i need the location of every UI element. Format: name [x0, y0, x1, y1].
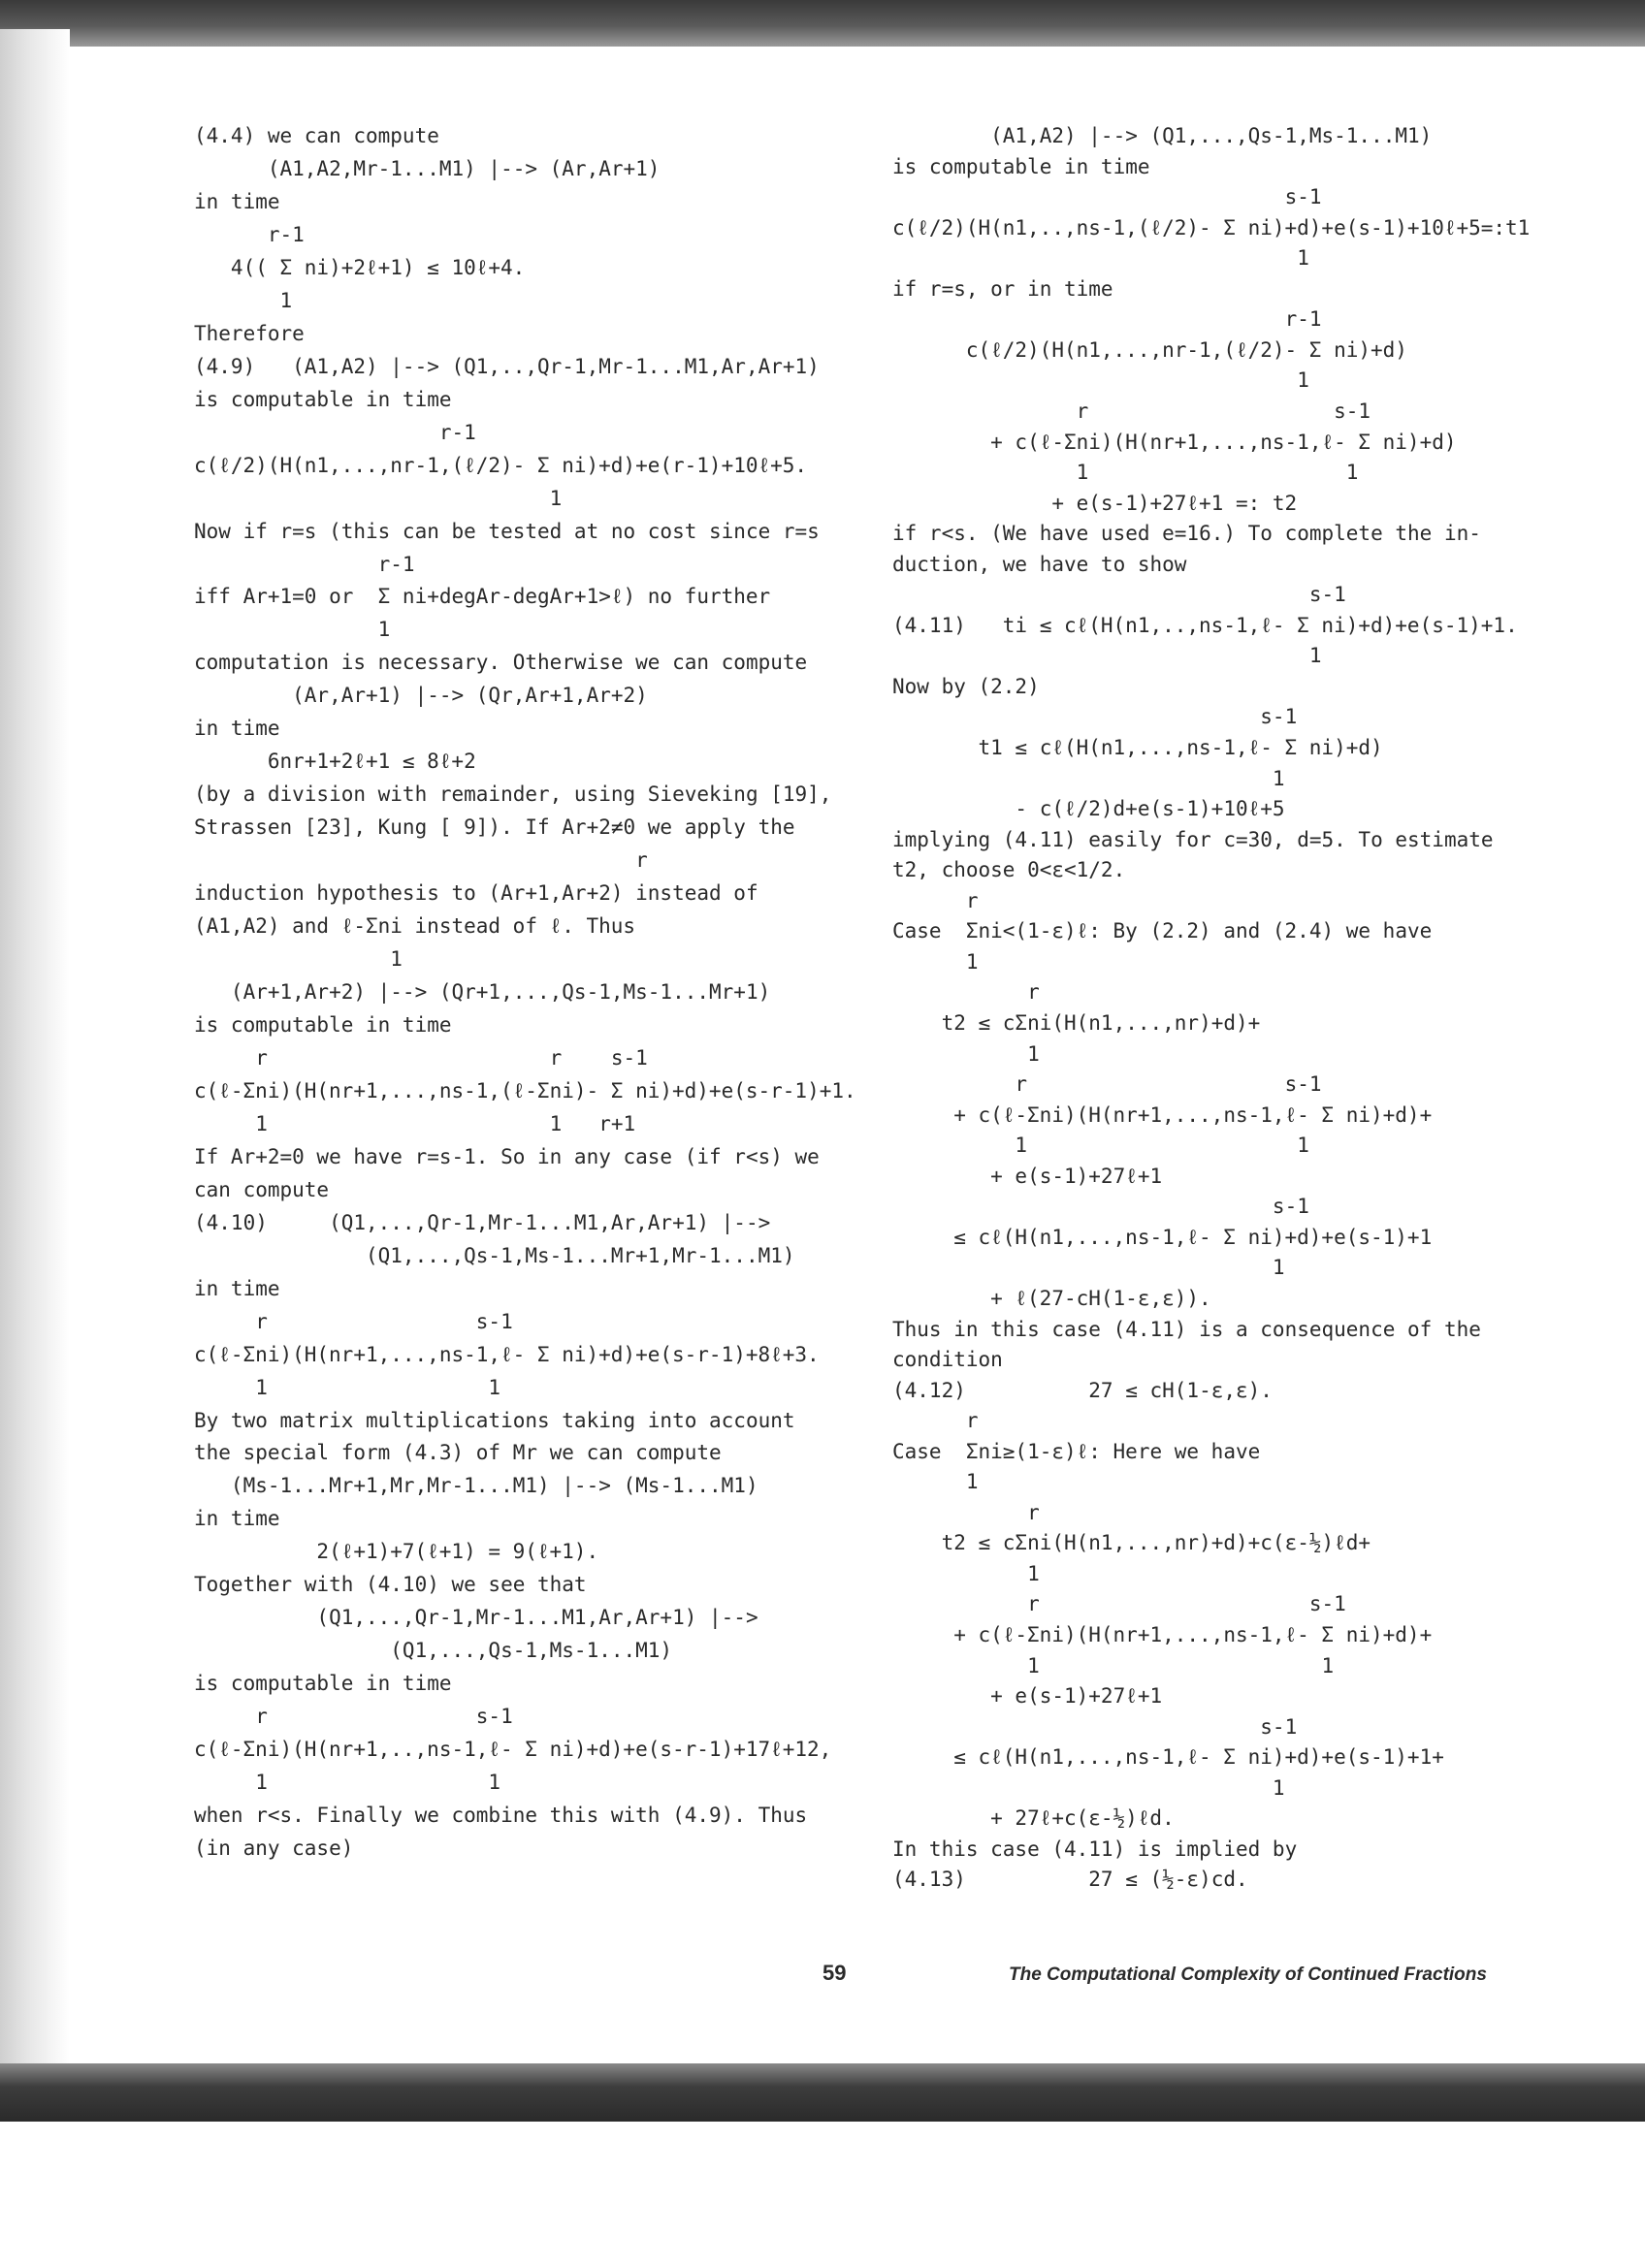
- text-line: (Q1,...,Qs-1,Ms-1...M1): [194, 1639, 673, 1663]
- text-line: 1 1: [194, 1375, 501, 1399]
- text-line: r-1: [892, 307, 1322, 332]
- text-line: + c(ℓ-Σni)(H(nr+1,...,ns-1,ℓ- Σ ni)+d)+: [892, 1623, 1433, 1647]
- text-line: 1: [194, 947, 403, 972]
- text-line: induction hypothesis to (Ar+1,Ar+2) instead of: [194, 881, 758, 906]
- text-line: + c(ℓ-Σni)(H(nr+1,...,ns-1,ℓ- Σ ni)+d): [892, 430, 1457, 454]
- scan-shadow-bottom: [0, 2063, 1645, 2122]
- text-line: s-1: [892, 583, 1346, 607]
- text-line: ≤ cℓ(H(n1,...,ns-1,ℓ- Σ ni)+d)+e(s-1)+1: [892, 1225, 1433, 1249]
- text-line: (Q1,...,Qs-1,Ms-1...Mr+1,Mr-1...M1): [194, 1243, 795, 1267]
- text-line: r s-1: [892, 1592, 1346, 1616]
- text-line: c(ℓ/2)(H(n1,...,nr-1,(ℓ/2)- Σ ni)+d): [892, 337, 1407, 362]
- text-line: 1: [194, 288, 293, 312]
- text-line: (in any case): [194, 1837, 354, 1861]
- text-line: (4.4) we can compute: [194, 124, 439, 147]
- text-line: 1 1: [892, 461, 1359, 485]
- text-line: 1: [892, 1470, 979, 1494]
- text-line: (Ms-1...Mr+1,Mr,Mr-1...M1) |--> (Ms-1...M1): [194, 1474, 758, 1498]
- text-line: + e(s-1)+27ℓ+1: [892, 1164, 1163, 1188]
- running-title: The Computational Complexity of Continued Fractions: [1009, 1965, 1487, 1985]
- text-line: 1: [892, 1561, 1040, 1585]
- text-line: (4.12) 27 ≤ cH(1-ε,ε).: [892, 1378, 1273, 1402]
- text-line: Thus in this case (4.11) is a consequence of the: [892, 1317, 1481, 1341]
- text-line: 1 1 r+1: [194, 1111, 636, 1135]
- text-line: c(ℓ-Σni)(H(nr+1,...,ns-1,ℓ- Σ ni)+d)+e(s-r-1)+8ℓ+3.: [194, 1342, 820, 1366]
- text-line: 1 1: [892, 1653, 1335, 1677]
- text-line: s-1: [892, 705, 1298, 729]
- text-line: r-1: [194, 222, 305, 246]
- text-line: t2 ≤ cΣni(H(n1,...,nr)+d)+: [892, 1011, 1261, 1035]
- text-line: r: [892, 888, 979, 912]
- text-line: Together with (4.10) we see that: [194, 1573, 587, 1597]
- text-line: in time: [194, 189, 280, 213]
- text-line: r s-1: [892, 1072, 1322, 1097]
- text-line: 1: [194, 486, 563, 510]
- text-line: s-1: [892, 1195, 1309, 1219]
- text-line: duction, we have to show: [892, 552, 1187, 576]
- text-line: in time: [194, 717, 280, 741]
- text-line: r s-1: [194, 1309, 513, 1333]
- text-line: 1: [892, 766, 1285, 790]
- text-line: + ℓ(27-cH(1-ε,ε)).: [892, 1286, 1211, 1310]
- text-line: t2 ≤ cΣni(H(n1,...,nr)+d)+c(ε-½)ℓd+: [892, 1531, 1371, 1555]
- text-line: is computable in time: [194, 387, 452, 411]
- scan-shadow-left: [0, 29, 70, 2085]
- text-line: r s-1: [892, 399, 1371, 423]
- text-line: iff Ar+1=0 or Σ ni+degAr-degAr+1>ℓ) no further: [194, 585, 771, 609]
- text-line: r-1: [194, 420, 476, 444]
- text-line: 1: [892, 644, 1322, 668]
- text-line: (4.11) ti ≤ cℓ(H(n1,..,ns-1,ℓ- Σ ni)+d)+e(s-1)+1.: [892, 613, 1518, 637]
- text-line: condition: [892, 1348, 1003, 1372]
- text-line: c(ℓ-Σni)(H(nr+1,..,ns-1,ℓ- Σ ni)+d)+e(s-r-1)+17ℓ+12,: [194, 1738, 832, 1762]
- text-line: if r=s, or in time: [892, 276, 1113, 301]
- text-line: 1: [892, 368, 1309, 393]
- text-line: 1: [892, 1041, 1040, 1066]
- text-line: r r s-1: [194, 1045, 648, 1070]
- text-line: + e(s-1)+27ℓ+1 =: t2: [892, 491, 1298, 515]
- text-line: (Q1,...,Qr-1,Mr-1...M1,Ar,Ar+1) |-->: [194, 1606, 758, 1630]
- text-line: r: [892, 1409, 979, 1433]
- text-line: Case Σni<(1-ε)ℓ: By (2.2) and (2.4) we have: [892, 919, 1433, 943]
- text-line: r s-1: [194, 1705, 513, 1729]
- text-line: - c(ℓ/2)d+e(s-1)+10ℓ+5: [892, 797, 1285, 821]
- text-line: 4(( Σ ni)+2ℓ+1) ≤ 10ℓ+4.: [194, 255, 526, 279]
- text-line: 2(ℓ+1)+7(ℓ+1) = 9(ℓ+1).: [194, 1540, 599, 1564]
- text-line: Strassen [23], Kung [ 9]). If Ar+2≠0 we apply the: [194, 815, 795, 840]
- text-line: (Ar,Ar+1) |--> (Qr,Ar+1,Ar+2): [194, 684, 648, 708]
- text-line: 1 1: [892, 1134, 1309, 1158]
- text-line: c(ℓ/2)(H(n1,..,ns-1,(ℓ/2)- Σ ni)+d)+e(s-1)+10ℓ+5=:t1: [892, 215, 1531, 240]
- text-line: (A1,A2,Mr-1...M1) |--> (Ar,Ar+1): [194, 156, 661, 180]
- text-line: ≤ cℓ(H(n1,...,ns-1,ℓ- Σ ni)+d)+e(s-1)+1+: [892, 1745, 1444, 1770]
- text-line: + e(s-1)+27ℓ+1: [892, 1684, 1163, 1709]
- text-line: r: [892, 980, 1040, 1005]
- text-line: (4.9) (A1,A2) |--> (Q1,..,Qr-1,Mr-1...M1,Ar,Ar+1): [194, 354, 820, 378]
- text-line: c(ℓ/2)(H(n1,...,nr-1,(ℓ/2)- Σ ni)+d)+e(r-1)+10ℓ+5.: [194, 453, 808, 477]
- text-line: If Ar+2=0 we have r=s-1. So in any case (if r<s) we: [194, 1144, 820, 1168]
- text-line: (4.10) (Q1,...,Qr-1,Mr-1...M1,Ar,Ar+1) |-->: [194, 1210, 771, 1234]
- text-line: s-1: [892, 1714, 1298, 1739]
- text-line: 1 1: [194, 1771, 501, 1795]
- text-line: t2, choose 0<ε<1/2.: [892, 858, 1126, 882]
- text-line: 6nr+1+2ℓ+1 ≤ 8ℓ+2: [194, 750, 476, 774]
- text-line: 1: [892, 1775, 1285, 1800]
- scan-shadow-top: [0, 0, 1645, 47]
- text-line: computation is necessary. Otherwise we can compute: [194, 651, 808, 675]
- text-line: 1: [194, 618, 391, 642]
- text-line: Now by (2.2): [892, 674, 1040, 698]
- text-line: Now if r=s (this can be tested at no cost since r=s: [194, 519, 820, 543]
- text-line: r-1: [194, 552, 415, 576]
- text-line: implying (4.11) easily for c=30, d=5. To estimate: [892, 827, 1494, 851]
- text-line: By two matrix multiplications taking into account: [194, 1408, 795, 1432]
- text-line: if r<s. (We have used e=16.) To complete the in-: [892, 522, 1481, 546]
- text-line: Case Σni≥(1-ε)ℓ: Here we have: [892, 1439, 1261, 1463]
- text-line: (A1,A2) and ℓ-Σni instead of ℓ. Thus: [194, 914, 636, 939]
- text-line: Therefore: [194, 321, 305, 345]
- text-line: can compute: [194, 1177, 330, 1201]
- text-line: 1: [892, 949, 979, 974]
- text-line: in time: [194, 1276, 280, 1300]
- text-line: r: [892, 1500, 1040, 1524]
- text-line: in time: [194, 1507, 280, 1531]
- text-line: the special form (4.3) of Mr we can compute: [194, 1441, 722, 1465]
- text-line: (Ar+1,Ar+2) |--> (Qr+1,...,Qs-1,Ms-1...Mr+1): [194, 980, 771, 1005]
- text-line: (4.13) 27 ≤ (½-ε)cd.: [892, 1868, 1248, 1892]
- text-line: + 27ℓ+c(ε-½)ℓd.: [892, 1806, 1175, 1831]
- text-line: r: [194, 848, 648, 873]
- text-line: 1: [892, 1256, 1285, 1280]
- text-line: is computable in time: [194, 1012, 452, 1037]
- text-line: t1 ≤ cℓ(H(n1,...,ns-1,ℓ- Σ ni)+d): [892, 736, 1383, 760]
- text-line: (by a division with remainder, using Sieveking [19],: [194, 783, 832, 807]
- text-line: (A1,A2) |--> (Q1,...,Qs-1,Ms-1...M1): [892, 124, 1433, 147]
- text-line: is computable in time: [194, 1672, 452, 1696]
- text-line: + c(ℓ-Σni)(H(nr+1,...,ns-1,ℓ- Σ ni)+d)+: [892, 1102, 1433, 1127]
- text-line: s-1: [892, 185, 1322, 209]
- text-line: is computable in time: [892, 154, 1150, 178]
- page-number: 59: [822, 1961, 847, 1985]
- text-line: c(ℓ-Σni)(H(nr+1,...,ns-1,(ℓ-Σni)- Σ ni)+d)+e(s-r-1)+1.: [194, 1078, 856, 1102]
- text-line: 1: [892, 246, 1309, 271]
- text-line: when r<s. Finally we combine this with (4.9). Thus: [194, 1804, 808, 1828]
- text-line: In this case (4.11) is implied by: [892, 1837, 1298, 1861]
